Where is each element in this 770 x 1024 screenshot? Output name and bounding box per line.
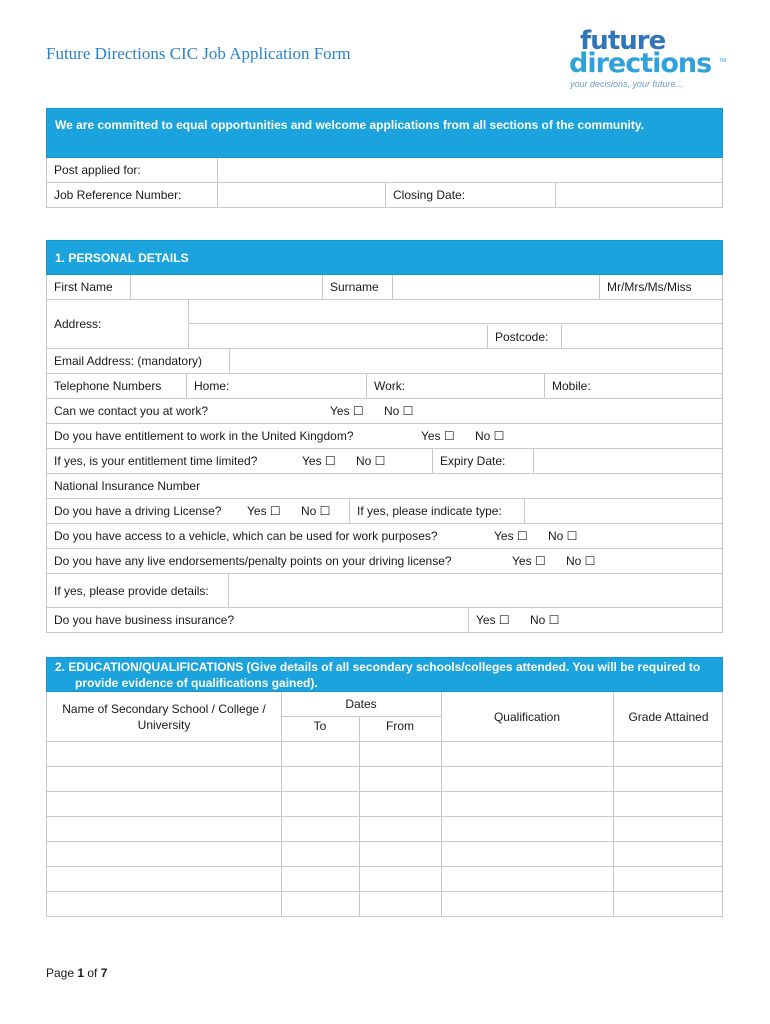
logo-tagline: your decisions, your future... — [570, 79, 684, 89]
education-table-row — [46, 742, 723, 767]
col-from-header: From — [386, 719, 414, 733]
from-cell[interactable] — [359, 792, 441, 816]
qualification-cell[interactable] — [441, 892, 613, 916]
time-limited-label: If yes, is your entitlement time limited? — [47, 449, 293, 473]
to-cell[interactable] — [281, 742, 359, 766]
qualification-cell[interactable] — [441, 792, 613, 816]
driving-type-input[interactable] — [524, 499, 722, 523]
address-row — [46, 300, 723, 349]
grade-cell[interactable] — [613, 892, 724, 916]
driving-label: Do you have a driving License? — [47, 499, 239, 523]
postcode-input[interactable] — [561, 325, 722, 348]
expiry-date-input[interactable] — [533, 449, 722, 473]
details-label: If yes, please provide details: — [47, 574, 228, 607]
home-phone-input[interactable] — [186, 374, 366, 398]
page-title: Future Directions CIC Job Application Form — [46, 44, 351, 63]
vehicle-yes-checkbox[interactable]: Yes ☐ — [494, 529, 528, 543]
postcode-label: Postcode: — [487, 325, 561, 348]
to-cell[interactable] — [281, 892, 359, 916]
school-cell[interactable] — [47, 817, 281, 841]
from-cell[interactable] — [359, 817, 441, 841]
qualification-cell[interactable] — [441, 742, 613, 766]
education-table-row — [46, 867, 723, 892]
grade-cell[interactable] — [613, 767, 724, 791]
entitlement-label: Do you have entitlement to work in the United Kingdom? — [47, 424, 413, 448]
education-table-row — [46, 792, 723, 817]
closing-date-label: Closing Date: — [385, 183, 555, 207]
ni-label: National Insurance Number — [47, 474, 297, 498]
grade-cell[interactable] — [613, 842, 724, 866]
logo-trademark: TM — [719, 58, 727, 64]
to-cell[interactable] — [281, 817, 359, 841]
to-cell[interactable] — [281, 767, 359, 791]
school-cell[interactable] — [47, 742, 281, 766]
first-name-label: First Name — [47, 275, 130, 299]
education-table-row — [46, 817, 723, 842]
post-applied-row — [46, 158, 723, 183]
insurance-label: Do you have business insurance? — [47, 608, 468, 632]
details-row — [46, 574, 723, 608]
surname-input[interactable] — [392, 275, 599, 299]
telephone-row — [46, 374, 723, 399]
total-pages: 7 — [100, 966, 108, 980]
address-line-1-input[interactable] — [188, 300, 722, 324]
page-number: 1 — [77, 966, 85, 980]
vehicle-no-checkbox[interactable]: No ☐ — [548, 529, 578, 543]
post-applied-input[interactable] — [217, 158, 722, 182]
personal-details-section — [46, 240, 723, 633]
post-applied-label: Post applied for: — [47, 158, 217, 182]
driving-row — [46, 499, 723, 524]
education-table-row — [46, 842, 723, 867]
grade-cell[interactable] — [613, 792, 724, 816]
entitlement-no-checkbox[interactable]: No ☐ — [475, 429, 505, 443]
intro-header: We are committed to equal opportunities and welcome applications from all sections of the community. — [46, 108, 723, 158]
contact-work-yes-checkbox[interactable]: Yes ☐ — [330, 404, 364, 418]
first-name-input[interactable] — [130, 275, 322, 299]
education-header: 2. EDUCATION/QUALIFICATIONS (Give details of all secondary schools/colleges attended. You will be required to provide evidence of qualifications gained). — [46, 657, 723, 692]
education-table-header — [46, 692, 723, 742]
expiry-date-label: Expiry Date: — [432, 449, 533, 473]
personal-details-header: 1. PERSONAL DETAILS — [46, 240, 723, 275]
footer-prefix: Page — [46, 966, 78, 980]
details-input[interactable] — [228, 574, 722, 607]
job-reference-input[interactable] — [217, 183, 385, 207]
work-phone-input[interactable] — [366, 374, 544, 398]
time-limited-no-checkbox[interactable]: No ☐ — [356, 454, 386, 468]
time-limited-yes-checkbox[interactable]: Yes ☐ — [302, 454, 336, 468]
qualification-cell[interactable] — [441, 767, 613, 791]
education-table-row — [46, 892, 723, 917]
mobile-phone-label: Mobile: — [552, 379, 591, 393]
endorsements-row — [46, 549, 723, 574]
endorsements-yes-checkbox[interactable]: Yes ☐ — [512, 554, 546, 568]
school-cell[interactable] — [47, 842, 281, 866]
driving-no-checkbox[interactable]: No ☐ — [301, 504, 331, 518]
insurance-no-checkbox[interactable]: No ☐ — [530, 613, 560, 627]
qualification-cell[interactable] — [441, 867, 613, 891]
endorsements-label: Do you have any live endorsements/penalty points on your driving license? — [47, 549, 505, 573]
insurance-row — [46, 608, 723, 633]
logo-line-2: directions — [569, 48, 712, 79]
name-row — [46, 275, 723, 300]
education-table-body — [46, 742, 723, 917]
grade-cell[interactable] — [613, 817, 724, 841]
address-line-2-input[interactable] — [188, 325, 487, 348]
endorsements-no-checkbox[interactable]: No ☐ — [566, 554, 596, 568]
to-cell[interactable] — [281, 792, 359, 816]
qualification-cell[interactable] — [441, 842, 613, 866]
from-cell[interactable] — [359, 767, 441, 791]
vehicle-row — [46, 524, 723, 549]
home-phone-label: Home: — [194, 379, 230, 393]
from-cell[interactable] — [359, 867, 441, 891]
title-label: Mr/Mrs/Ms/Miss — [599, 275, 722, 299]
grade-cell[interactable] — [613, 867, 724, 891]
col-qualification-header: Qualification — [493, 710, 561, 724]
col-to-header: To — [313, 719, 327, 733]
time-limited-row — [46, 449, 723, 474]
email-label: Email Address: (mandatory) — [47, 349, 229, 373]
school-cell[interactable] — [47, 892, 281, 916]
col-school-header: Name of Secondary School / College / University — [62, 702, 266, 732]
from-cell[interactable] — [359, 842, 441, 866]
education-table-row — [46, 767, 723, 792]
from-cell[interactable] — [359, 892, 441, 916]
footer-of: of — [84, 966, 101, 980]
intro-section — [46, 108, 723, 208]
school-cell[interactable] — [47, 767, 281, 791]
future-directions-logo — [569, 28, 729, 94]
mobile-phone-input[interactable] — [544, 374, 722, 398]
school-cell[interactable] — [47, 792, 281, 816]
job-reference-row — [46, 183, 723, 208]
driving-type-label: If yes, please indicate type: — [349, 499, 524, 523]
contact-work-row — [46, 399, 723, 424]
vehicle-label: Do you have access to a vehicle, which can be used for work purposes? — [47, 524, 487, 548]
education-section — [46, 657, 723, 917]
telephone-label: Telephone Numbers — [47, 374, 186, 398]
col-dates-header: Dates — [345, 697, 377, 711]
job-reference-label: Job Reference Number: — [47, 183, 217, 207]
email-input[interactable] — [229, 349, 722, 373]
contact-work-no-checkbox[interactable]: No ☐ — [384, 404, 414, 418]
closing-date-input[interactable] — [555, 183, 722, 207]
driving-yes-checkbox[interactable]: Yes ☐ — [247, 504, 281, 518]
col-grade-header: Grade Attained — [628, 710, 709, 724]
entitlement-yes-checkbox[interactable]: Yes ☐ — [421, 429, 455, 443]
page-footer — [46, 966, 107, 980]
from-cell[interactable] — [359, 742, 441, 766]
contact-work-label: Can we contact you at work? — [47, 399, 321, 423]
to-cell[interactable] — [281, 867, 359, 891]
insurance-yes-checkbox[interactable]: Yes ☐ — [468, 608, 510, 632]
qualification-cell[interactable] — [441, 817, 613, 841]
to-cell[interactable] — [281, 842, 359, 866]
grade-cell[interactable] — [613, 742, 724, 766]
entitlement-row — [46, 424, 723, 449]
email-row — [46, 349, 723, 374]
school-cell[interactable] — [47, 867, 281, 891]
work-phone-label: Work: — [374, 379, 406, 393]
surname-label: Surname — [322, 275, 392, 299]
ni-row — [46, 474, 723, 499]
address-label: Address: — [47, 300, 188, 348]
logo-line-1: future — [580, 26, 666, 56]
